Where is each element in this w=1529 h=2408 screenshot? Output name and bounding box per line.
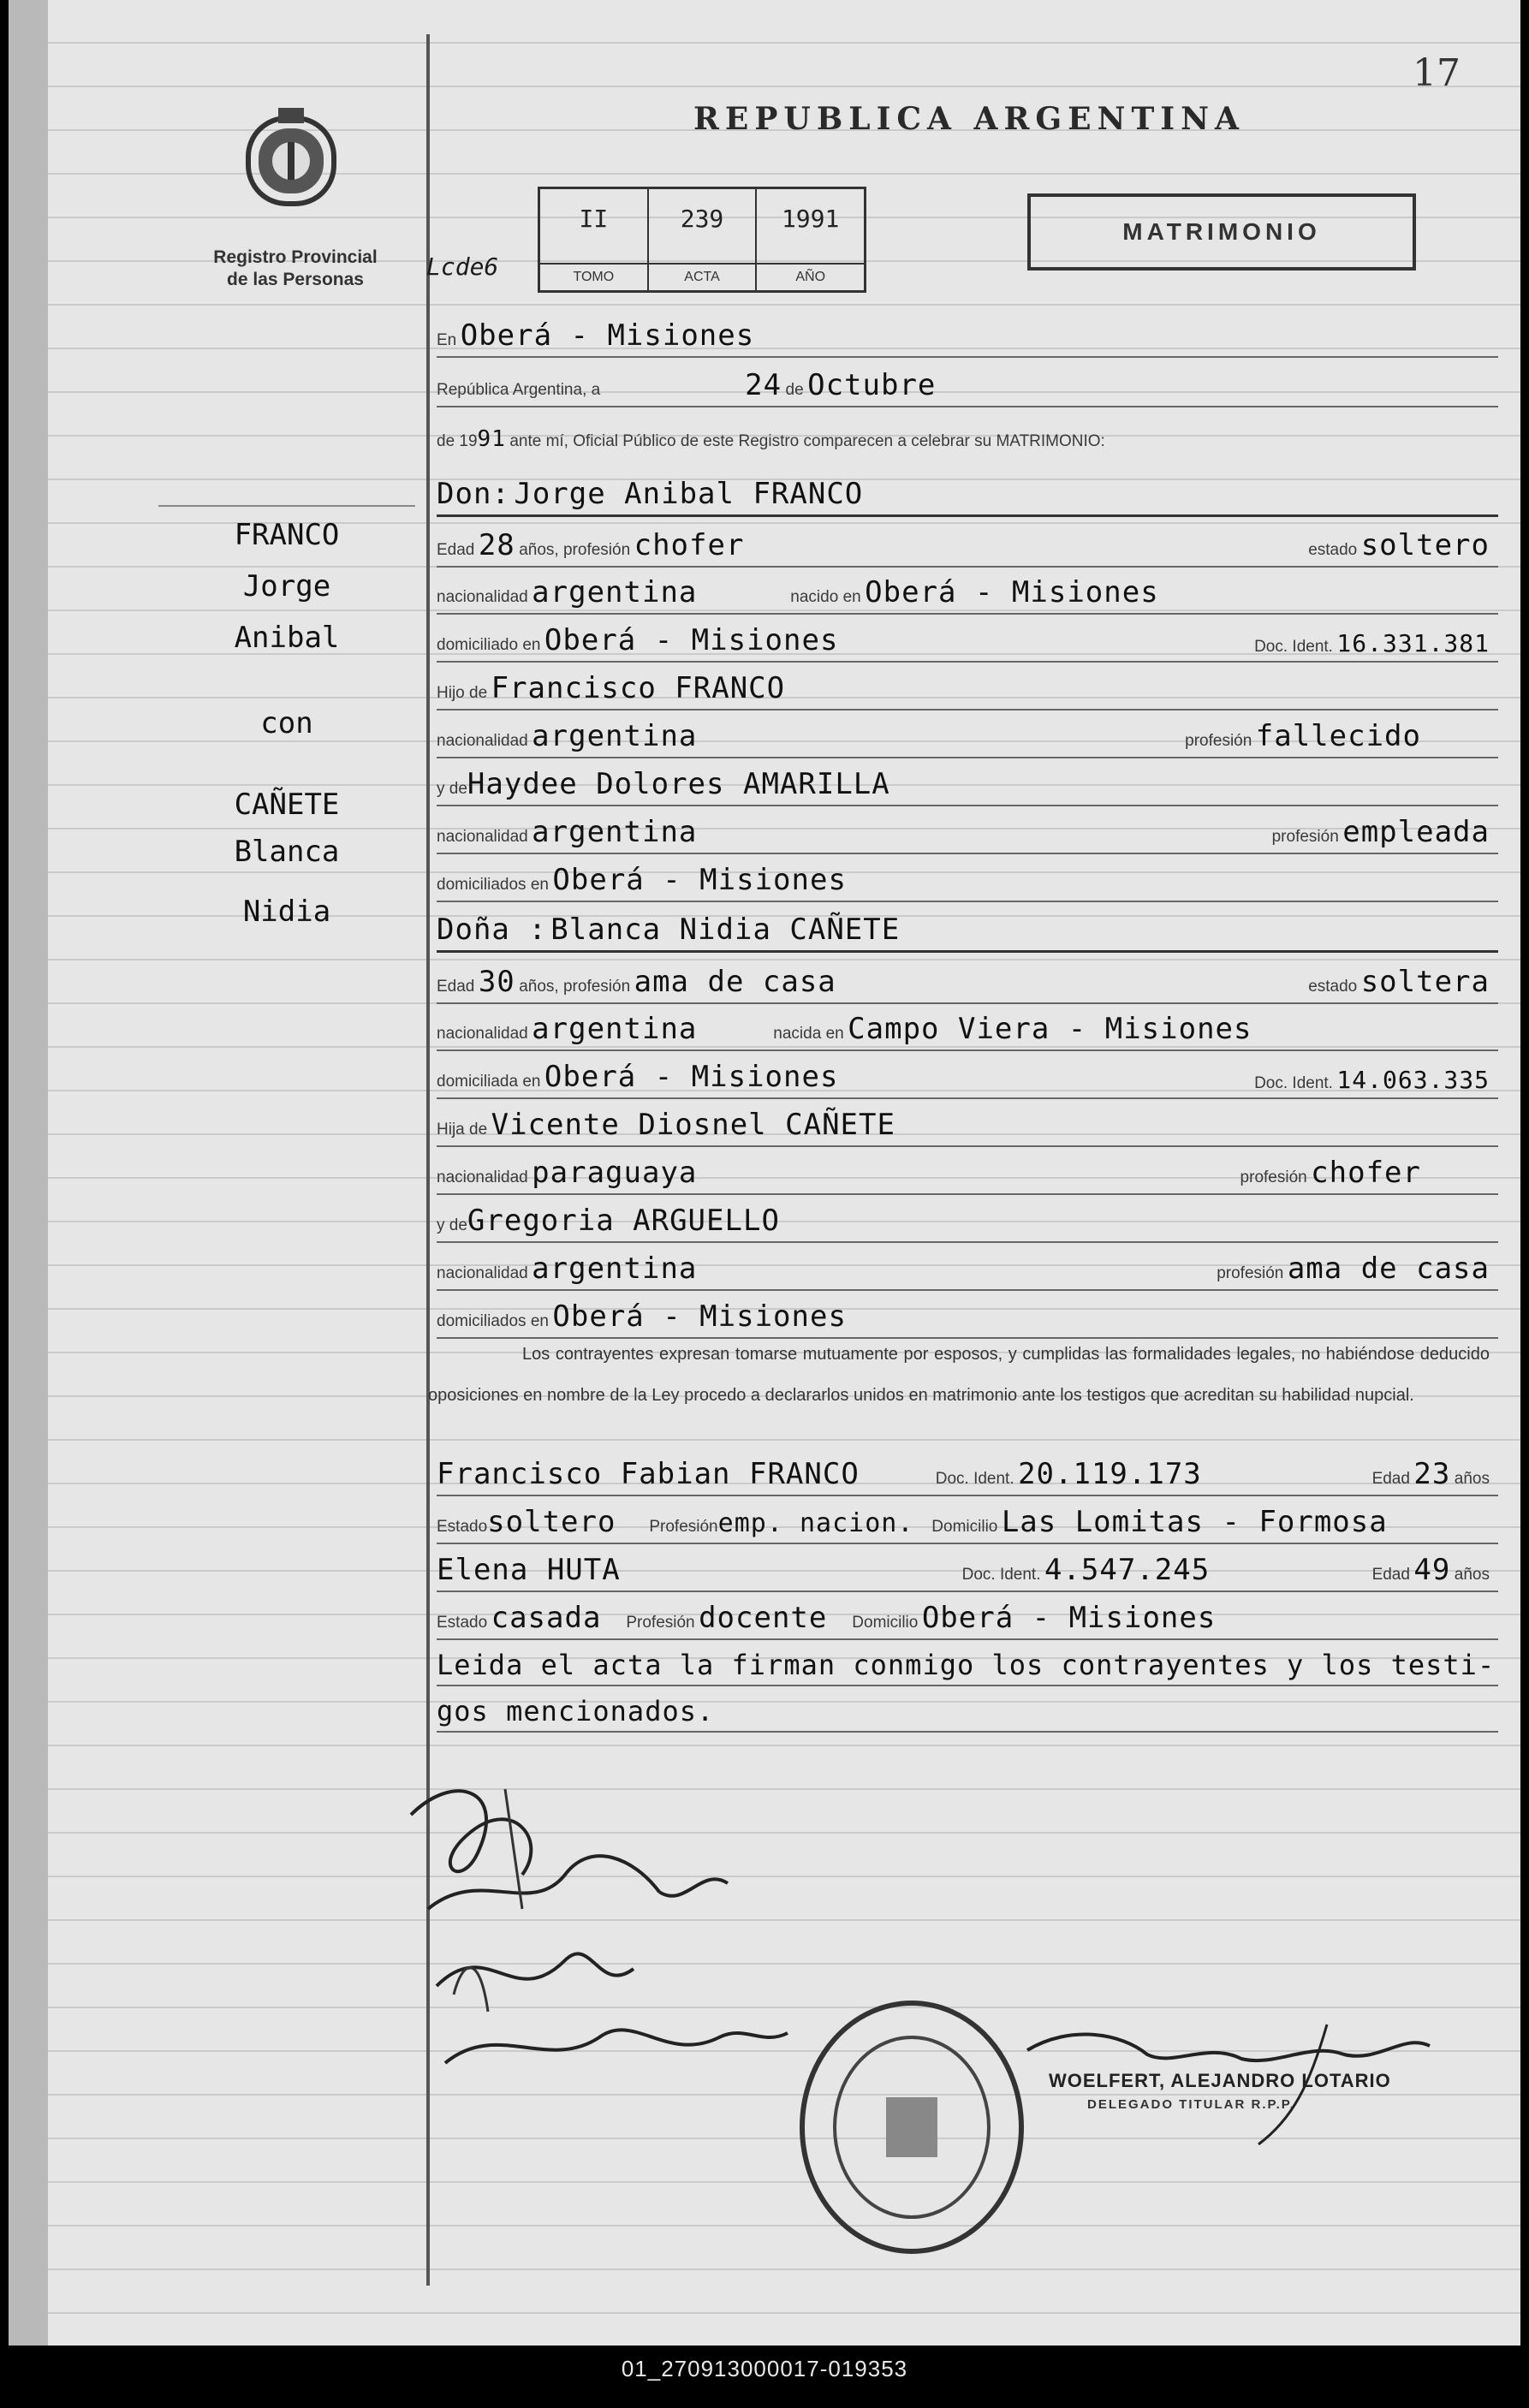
bride-mother: Gregoria ARGUELLO (467, 1204, 780, 1238)
bride-domicile: Oberá - Misiones (544, 1060, 839, 1094)
witness-1-age: 23 (1413, 1457, 1451, 1491)
registry-name (171, 247, 419, 291)
groom-name: Jorge Anibal FRANCO (514, 477, 864, 511)
groom-father-line (437, 661, 1498, 711)
registry-line-1: Registro Provincial (213, 247, 378, 267)
witness-2-detail-line (437, 1590, 1498, 1640)
profesion-label: profesión (1271, 828, 1339, 846)
tomo-label: TOMO (540, 263, 647, 290)
closing-line-2 (437, 1683, 1498, 1733)
domicilio-label: Domicilio (931, 1518, 998, 1536)
bride-mother-line (437, 1193, 1498, 1243)
bride-nationality-line (437, 1002, 1498, 1051)
margin-bride-middle: Nidia (242, 895, 331, 929)
bride-parents-domicile: Oberá - Misiones (552, 1299, 847, 1334)
domiciliado-en-label: domiciliado en (437, 636, 541, 654)
domiciliados-en-label: domiciliados en (437, 1312, 549, 1330)
nacionalidad-label: nacionalidad (437, 1168, 528, 1186)
groom-doc: 16.331.381 (1336, 629, 1490, 657)
estado-label: Estado (437, 1518, 488, 1536)
nacionalidad-label: nacionalidad (437, 732, 528, 750)
groom-father: Francisco FRANCO (491, 671, 786, 705)
witness-1-profession: emp. nacion. (717, 1508, 914, 1538)
nacionalidad-label: nacionalidad (437, 588, 528, 606)
bride-father-nat-line (437, 1145, 1498, 1195)
margin-bride-surname: CAÑETE (234, 788, 340, 822)
book-edge (9, 0, 48, 2346)
signatures (377, 1738, 856, 2166)
hijo-de-label: Hijo de (437, 684, 488, 702)
groom-parents-domicile: Oberá - Misiones (552, 863, 847, 897)
republic-label: República Argentina, a (437, 381, 601, 399)
groom-name-line (437, 467, 1498, 517)
groom-nationality: argentina (532, 575, 698, 609)
profesion-label: profesión (1217, 1264, 1284, 1282)
de-label: de (785, 381, 804, 399)
groom-mother-nationality: argentina (532, 815, 698, 849)
registry-line-2: de las Personas (227, 270, 364, 289)
groom-father-nat-line (437, 709, 1498, 758)
profesion-label: Profesión (649, 1518, 718, 1536)
witness-2-name: Elena HUTA (437, 1553, 621, 1587)
groom-age: 28 (478, 528, 515, 562)
margin-bride-first: Blanca (234, 835, 340, 869)
bride-parents-domicile-line (437, 1289, 1498, 1339)
record-reference-box (538, 187, 866, 293)
year-suffix: 91 (477, 426, 506, 452)
declaration-line (437, 426, 1105, 452)
record-type: MATRIMONIO (1027, 193, 1416, 271)
edad-label: Edad (437, 978, 475, 996)
registry-emblem-icon (240, 101, 342, 225)
page-number: 17 (1413, 51, 1461, 95)
edad-label: Edad (1371, 1470, 1410, 1488)
bride-father: Vicente Diosnel CAÑETE (491, 1108, 895, 1142)
witness-2-line (437, 1543, 1498, 1592)
groom-profession: chofer (634, 528, 745, 562)
estado-label: Estado (437, 1614, 488, 1632)
groom-parents-domicile-line (437, 853, 1498, 902)
date-line (437, 358, 1498, 407)
groom-mother-line (437, 757, 1498, 806)
margin-groom-middle: Anibal (234, 621, 340, 655)
bride-profession: ama de casa (634, 965, 836, 999)
bride-age-line (437, 954, 1498, 1004)
nacionalidad-label: nacionalidad (437, 1264, 528, 1282)
bride-mother-nationality: argentina (532, 1252, 698, 1286)
closing-text-2: gos mencionados. (437, 1695, 715, 1727)
closing-text-1: Leida el acta la firman conmigo los contrayentes y los testi- (437, 1649, 1496, 1681)
bride-name: Blanca Nidia CAÑETE (550, 913, 901, 947)
profesion-label: profesión (1240, 1168, 1307, 1186)
y-de-label: y de (437, 1216, 467, 1234)
official-title: DELEGADO TITULAR R.P.P. (1087, 2097, 1295, 2112)
anio-cell (757, 189, 864, 290)
witness-2-profession: docente (699, 1601, 828, 1635)
doc-ident-label: Doc. Ident. (961, 1566, 1041, 1584)
don-label: Don: (437, 477, 510, 511)
bride-doc: 14.063.335 (1336, 1066, 1490, 1094)
place-line (437, 308, 1498, 358)
nacionalidad-label: nacionalidad (437, 828, 528, 846)
witness-2-age: 49 (1413, 1553, 1451, 1587)
witness-2-doc: 4.547.245 (1044, 1553, 1211, 1587)
hija-de-label: Hija de (437, 1121, 488, 1139)
witness-1-name: Francisco Fabian FRANCO (437, 1457, 860, 1491)
acta-cell (649, 189, 758, 290)
groom-mother-nat-line (437, 805, 1498, 854)
anos-label: años (1454, 1470, 1490, 1488)
profesion-label: profesión (1185, 732, 1252, 750)
groom-domicile: Oberá - Misiones (544, 623, 839, 657)
official-name: WOELFERT, ALEJANDRO LOTARIO (1049, 2070, 1391, 2091)
tomo-value: II (579, 205, 609, 233)
bride-age: 30 (478, 965, 515, 999)
month-value: Octubre (807, 368, 937, 402)
domiciliada-en-label: domiciliada en (437, 1073, 541, 1091)
y-de-label: y de (437, 780, 467, 798)
margin-groom-surname: FRANCO (234, 518, 340, 552)
bride-birthplace: Campo Viera - Misiones (848, 1012, 1252, 1046)
bride-mother-nat-line (437, 1241, 1498, 1291)
witness-2-status: casada (491, 1601, 602, 1635)
acta-value: 239 (680, 205, 724, 233)
witness-1-detail-line (437, 1495, 1498, 1544)
nacionalidad-label: nacionalidad (437, 1025, 528, 1043)
bride-nationality: argentina (532, 1012, 698, 1046)
estado-label: estado (1308, 978, 1358, 996)
doc-ident-label: Doc. Ident. (1254, 638, 1333, 656)
bride-domicile-line (437, 1049, 1498, 1099)
domicilio-label: Domicilio (852, 1614, 919, 1632)
bride-mother-profession: ama de casa (1287, 1252, 1490, 1286)
groom-birthplace: Oberá - Misiones (865, 575, 1159, 609)
margin-divider (158, 505, 415, 507)
margin-connector: con (260, 706, 313, 740)
anio-label: AÑO (757, 263, 864, 290)
doc-ident-label: Doc. Ident. (935, 1470, 1014, 1488)
edad-label: Edad (1371, 1566, 1410, 1584)
official-seal-icon (792, 1995, 1032, 2260)
page-title: REPUBLICA ARGENTINA (693, 101, 1245, 137)
witness-1-domicile: Las Lomitas - Formosa (1001, 1505, 1388, 1539)
anos-profesion-label: años, profesión (519, 541, 631, 559)
edad-label: Edad (437, 541, 475, 559)
witness-1-doc: 20.119.173 (1018, 1457, 1202, 1491)
place-value: Oberá - Misiones (460, 318, 755, 353)
bride-status: soltera (1360, 965, 1490, 999)
bride-name-line (437, 902, 1498, 953)
witness-1-status: soltero (487, 1505, 616, 1539)
groom-father-nationality: argentina (532, 719, 698, 753)
bride-father-profession: chofer (1311, 1156, 1421, 1190)
anio-value: 1991 (781, 205, 840, 233)
witness-2-domicile: Oberá - Misiones (921, 1601, 1217, 1635)
declaration-text: ante mí, Oficial Público de este Registro comparecen a celebrar su MATRIMONIO: (509, 432, 1105, 450)
doc-ident-label: Doc. Ident. (1254, 1074, 1333, 1092)
domiciliados-en-label: domiciliados en (437, 876, 549, 894)
register-page (9, 0, 1520, 2346)
day-value: 24 (745, 368, 782, 402)
groom-status: soltero (1360, 528, 1490, 562)
groom-nationality-line (437, 565, 1498, 615)
acta-label: ACTA (649, 263, 756, 290)
groom-domicile-line (437, 613, 1498, 663)
tomo-cell (540, 189, 649, 290)
nacida-en-label: nacida en (773, 1025, 844, 1043)
groom-father-profession: fallecido (1255, 719, 1421, 753)
nacido-en-label: nacido en (790, 588, 861, 606)
groom-age-line (437, 518, 1498, 568)
dona-label: Doña : (437, 913, 547, 947)
margin-groom-first: Jorge (242, 569, 331, 603)
witness-1-line (437, 1447, 1498, 1496)
bride-father-nationality: paraguaya (532, 1156, 698, 1190)
groom-mother: Haydee Dolores AMARILLA (467, 767, 890, 801)
estado-label: estado (1308, 541, 1358, 559)
formal-text: Los contrayentes expresan tomarse mutuamente por esposos, y cumplidas las formalidades legales, no habiéndose deducido oposiciones en nombre de la Ley procedo a declararlos unidos en matrimonio ante los testigos que acreditan su habilidad nupcial. (428, 1345, 1490, 1405)
year-prefix: de 19 (437, 432, 478, 450)
record-code: Lcde6 (426, 253, 499, 281)
anos-profesion-label: años, profesión (519, 978, 631, 996)
groom-mother-profession: empleada (1342, 815, 1490, 849)
closing-line-1 (437, 1637, 1498, 1686)
file-id: 01_270913000017-019353 (621, 2356, 908, 2381)
bride-father-line (437, 1097, 1498, 1147)
anos-label: años (1454, 1566, 1490, 1584)
profesion-label: Profesión (626, 1614, 695, 1632)
en-label: En (437, 331, 457, 349)
